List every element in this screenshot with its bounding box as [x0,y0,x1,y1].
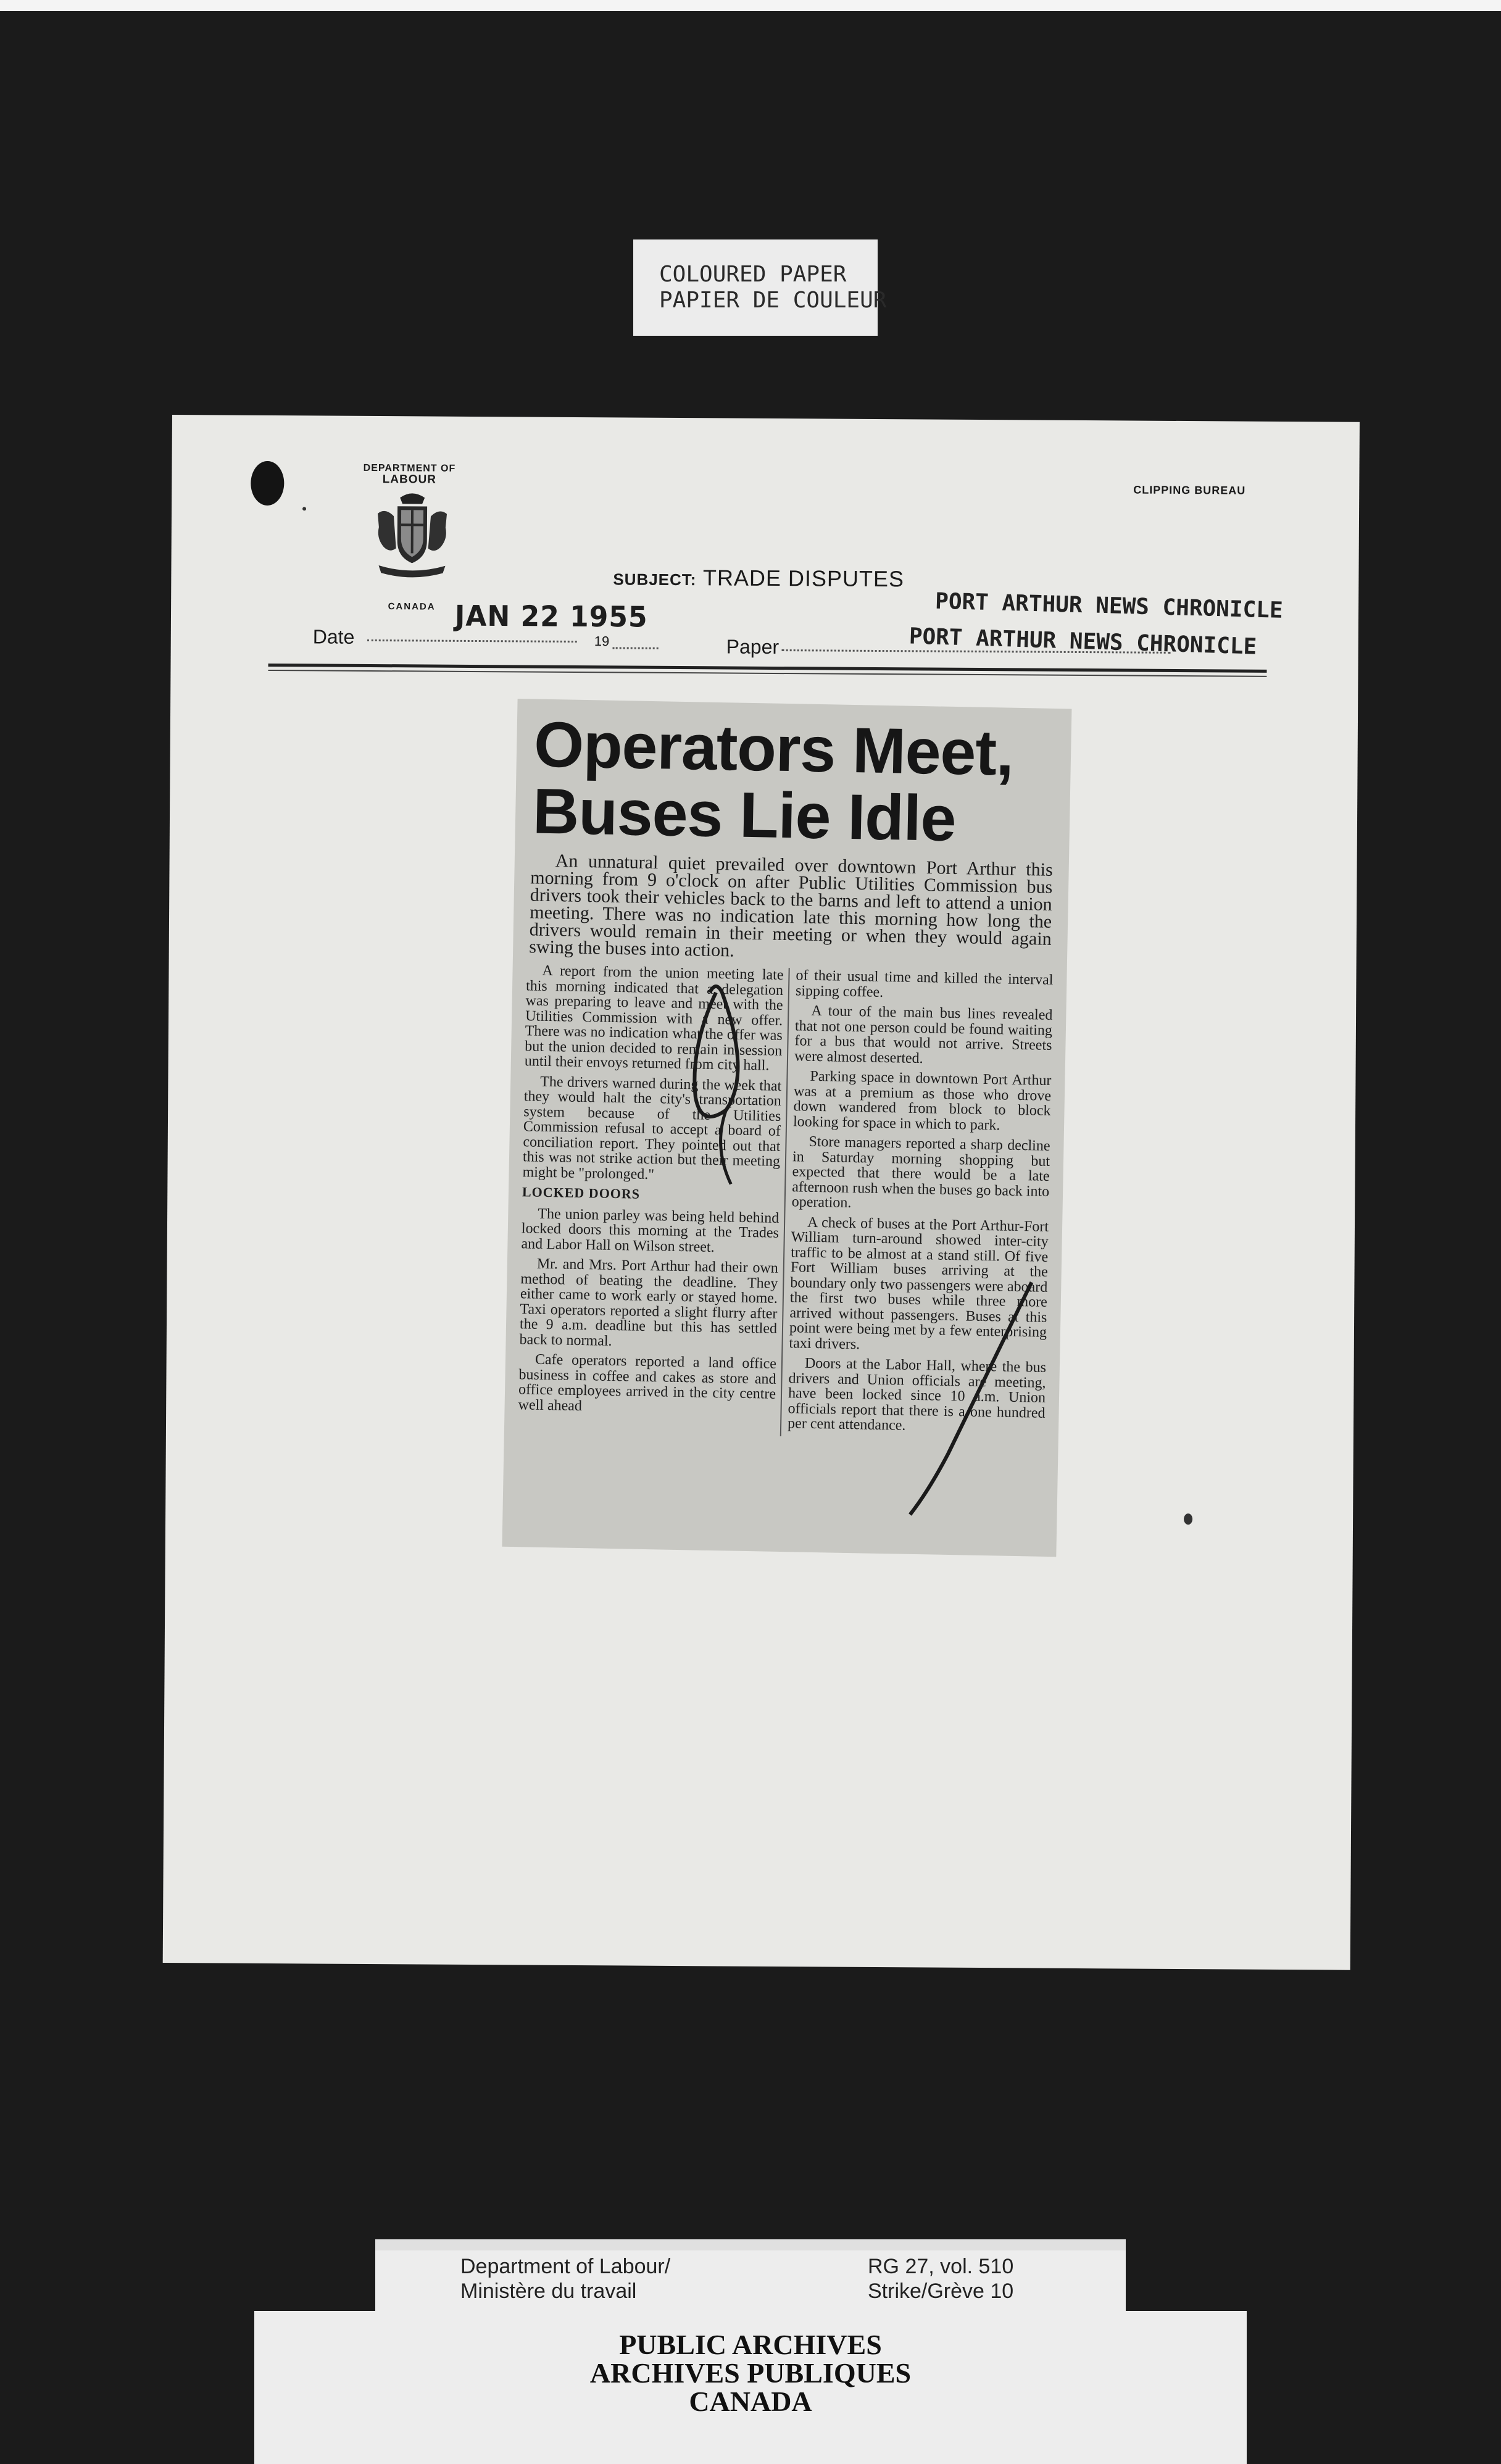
paper-label: Paper [726,635,780,659]
department-line-1: DEPARTMENT OF [363,462,456,474]
subject-label: SUBJECT: [613,570,697,589]
card-top-bar [375,2239,1126,2250]
article-paragraph: A check of buses at the Port Arthur-Fort William turn-around showed inter-city traffic to be almost at a stand still. Of five Fort William buses arriving at the boundary only two passengers were aboard the first two buses while three more arrived without passengers. Buses at this point were being met by a few enterprising taxi drivers. [789,1214,1049,1352]
ink-speck [302,507,306,510]
archive-ref-line-1: RG 27, vol. 510 [868,2255,1014,2278]
article-paragraph: of their usual time and killed the interval sipping coffee. [795,967,1054,1001]
archive-reference [868,2254,1013,2304]
article-column-left [518,963,790,1436]
archive-dept-line-1: Department of Labour/ [460,2255,671,2278]
article-paragraph: Parking space in downtown Port Arthur was at a premium as those who drove down wandered from block to block looking for space in which to park. [792,1068,1052,1133]
archive-title [254,2331,1247,2416]
ink-speck [1184,1513,1192,1525]
article-paragraph: Cafe operators reported a land office business in coffee and cakes as store and office employees arrived in the city centre well ahead [518,1351,777,1414]
card-notch-right [1126,2239,1247,2311]
headline-line-1: Operators Meet, [533,709,1014,789]
headline-line-2: Buses Lie Idle [532,775,957,855]
date-dotted-line [367,639,577,643]
year-prefix: 19 [594,633,610,649]
clipping-headline [532,709,1058,855]
article-paragraph: The union parley was being held behind locked doors this morning at the Trades and Labor Hall on Wilson street. [521,1205,780,1255]
newspaper-clipping [502,699,1071,1557]
paper-stamp-2: PORT ARTHUR NEWS CHRONICLE [908,623,1257,660]
lead-paragraph: An unnatural quiet prevailed over downtown Port Arthur this morning from 9 o'clock on after Public Utilities Commission bus drivers took their vehicles back to the barns and left to attend a union meeting. There was no indication late this morning how long the drivers would remain in their meeting or when they would again swing the buses into action. [528,851,1053,961]
subject-value: TRADE DISPUTES [702,565,905,592]
department-heading [351,463,468,486]
article-paragraph: The drivers warned during the week that they would halt the city's transportation system because of the Utilities Commission refusal to accept a board of conciliation report. They pointed out that this was not strike action but their meeting might be "prolonged." [522,1073,782,1183]
paper-stamp-1: PORT ARTHUR NEWS CHRONICLE [934,588,1284,623]
archive-department [460,2254,670,2304]
top-edge-strip [0,0,1501,11]
article-paragraph: Doors at the Labor Hall, where the bus drivers and Union officials are meeting, have been locked since 10 a.m. Union officials report that there is a one hundred per cent attendance. [787,1355,1047,1434]
year-dotted-line [613,647,659,649]
coloured-paper-line-en: COLOURED PAPER [659,262,847,287]
card-notch-left [254,2239,375,2311]
archive-reference-card [254,2239,1247,2464]
clipping-bureau-label: CLIPPING BUREAU [1133,483,1246,497]
archive-ref-line-2: Strike/Grève 10 [868,2279,1014,2303]
country-label: CANADA [388,601,436,612]
coloured-paper-label [633,239,887,336]
coat-of-arms-icon [372,489,452,581]
clipping-sheet [163,415,1360,1970]
archive-title-line-3: CANADA [689,2386,812,2417]
archive-title-line-2: ARCHIVES PUBLIQUES [589,2357,912,2389]
article-paragraph: A report from the union meeting late this morning indicated that a delegation was preparing to leave and meet with the Utilities Commission with a new offer. There was no indication what the offer was but the union decided to remain in session until their envoys returned from city hall. [524,962,784,1074]
article-columns [518,963,1054,1441]
coloured-paper-line-fr: PAPIER DE COULEUR [659,288,887,313]
archive-title-line-1: PUBLIC ARCHIVES [619,2329,882,2360]
archive-dept-line-2: Ministère du travail [460,2279,637,2303]
date-label: Date [312,625,355,648]
article-paragraph: Mr. and Mrs. Port Arthur had their own method of beating the deadline. They either came to work early or stayed home. Taxi operators reported a slight flurry after the 9 a.m. deadline but this has settled back to normal. [519,1255,779,1349]
article-subhead: LOCKED DOORS [522,1184,641,1202]
department-line-2: LABOUR [382,473,437,486]
article-paragraph: A tour of the main bus lines revealed that not one person could be found waiting for a bus that would not arrive. Streets were almost deserted. [794,1002,1053,1067]
date-stamp: JAN 22 1955 [454,599,648,634]
punch-hole [251,461,284,506]
article-paragraph: Store managers reported a sharp decline in Saturday morning shopping but expected that there would be a late afternoon rush when the buses go back into operation. [791,1133,1050,1212]
article-column-right [788,968,1054,1441]
subject-line [613,564,904,592]
